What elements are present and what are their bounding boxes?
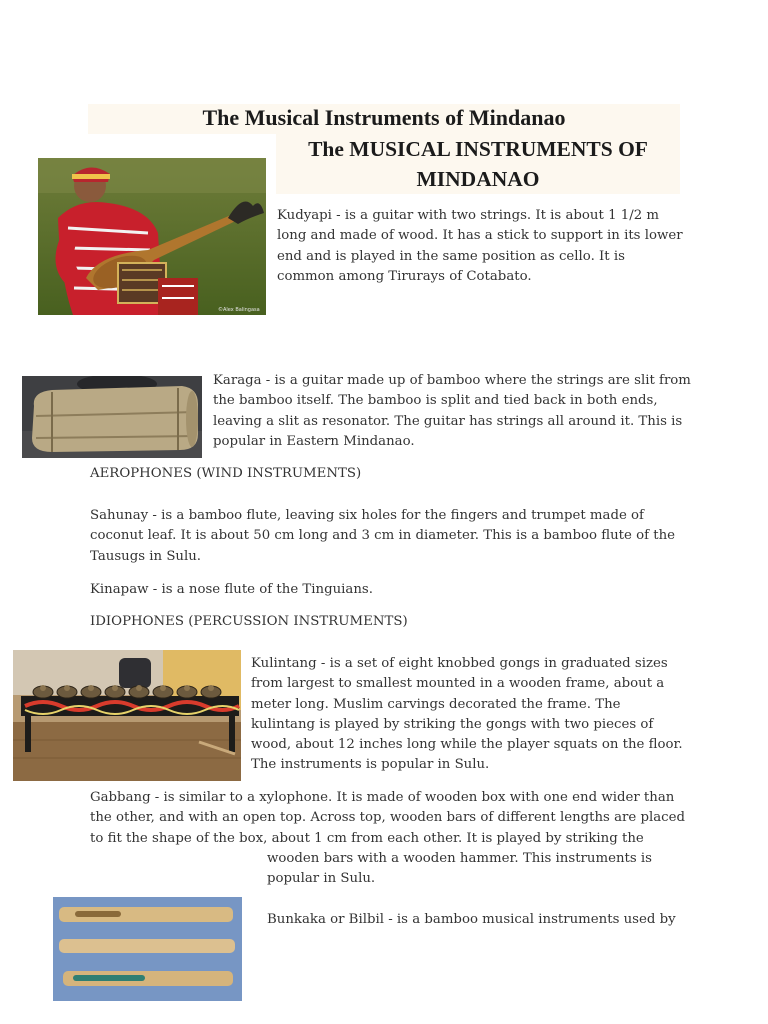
kudyapi-line: end and is played in the same position as cello. It is — [277, 248, 625, 264]
kulintang-line: kulintang is played by striking the gongs with two pieces of — [251, 716, 654, 732]
sahunay-line: coconut leaf. It is about 50 cm long and 3 cm in diameter. This is a bamboo flute of the — [90, 528, 676, 544]
kudyapi-line: Kudyapi - is a guitar with two strings. It is about 1 1/2 m — [277, 208, 659, 223]
kulintang-paragraph — [251, 654, 683, 776]
karaga-line: Karaga - is a guitar made up of bamboo where the strings are slit from — [213, 373, 691, 388]
gabbang-continuation — [267, 849, 652, 890]
gabbang-line: popular in Sulu. — [267, 871, 376, 887]
bunkaka-line: Bunkaka or Bilbil - is a bamboo musical instruments used by — [267, 912, 676, 927]
gabbang-line: wooden bars with a wooden hammer. This instruments is — [267, 851, 652, 866]
page-subtitle — [276, 134, 680, 194]
kinapaw-line: Kinapaw - is a nose flute of the Tinguians. — [90, 582, 373, 597]
karaga-paragraph — [213, 371, 691, 452]
karaga-line: the bamboo itself. The bamboo is split and tied back in both ends, — [213, 393, 658, 409]
sahunay-line: Tausugs in Sulu. — [90, 548, 202, 564]
page-title: The Musical Instruments of Mindanao — [88, 104, 680, 134]
kulintang-line: from largest to smallest mounted in a wooden frame, about a — [251, 676, 665, 692]
kulintang-photo — [13, 650, 241, 781]
kinapaw-paragraph — [90, 580, 373, 600]
sahunay-line: Sahunay - is a bamboo flute, leaving six holes for the fingers and trumpet made of — [90, 508, 644, 523]
sahunay-paragraph — [90, 506, 675, 567]
idiophones-heading-text: IDIOPHONES (PERCUSSION INSTRUMENTS) — [90, 614, 408, 629]
subtitle-line-1: The MUSICAL INSTRUMENTS OF — [308, 137, 648, 161]
bunkaka-photo — [53, 897, 242, 1001]
kudyapi-photo — [38, 158, 266, 315]
bunkaka-paragraph — [267, 910, 676, 930]
aerophones-heading — [90, 464, 361, 484]
kudyapi-paragraph — [277, 206, 683, 287]
photo-credit: ©Alex Balingasa — [218, 307, 260, 313]
kulintang-line: wood, about 12 inches long while the player squats on the floor. — [251, 737, 683, 753]
kulintang-line: The instruments is popular in Sulu. — [251, 757, 490, 773]
kulintang-line: meter long. Muslim carvings decorated the frame. The — [251, 696, 621, 712]
aerophones-heading-text: AEROPHONES (WIND INSTRUMENTS) — [90, 466, 362, 481]
gabbang-line: Gabbang - is similar to a xylophone. It is made of wooden box with one end wider than — [90, 790, 675, 805]
kudyapi-line: common among Tirurays of Cotabato. — [277, 268, 532, 284]
gabbang-paragraph — [90, 788, 685, 849]
gabbang-line: to fit the shape of the box, about 1 cm from each other. It is played by striking the — [90, 830, 644, 846]
karaga-photo — [22, 376, 202, 458]
subtitle-line-2: MINDANAO — [416, 167, 540, 191]
idiophones-heading — [90, 612, 408, 632]
gabbang-line: the other, and with an open top. Across top, wooden bars of different lengths are placed — [90, 810, 685, 826]
karaga-line: leaving a slit as resonator. The guitar has strings all around it. This is — [213, 413, 683, 429]
kudyapi-line: long and made of wood. It has a stick to support in its lower — [277, 228, 683, 244]
kulintang-line: Kulintang - is a set of eight knobbed gongs in graduated sizes — [251, 656, 668, 671]
karaga-line: popular in Eastern Mindanao. — [213, 433, 415, 449]
